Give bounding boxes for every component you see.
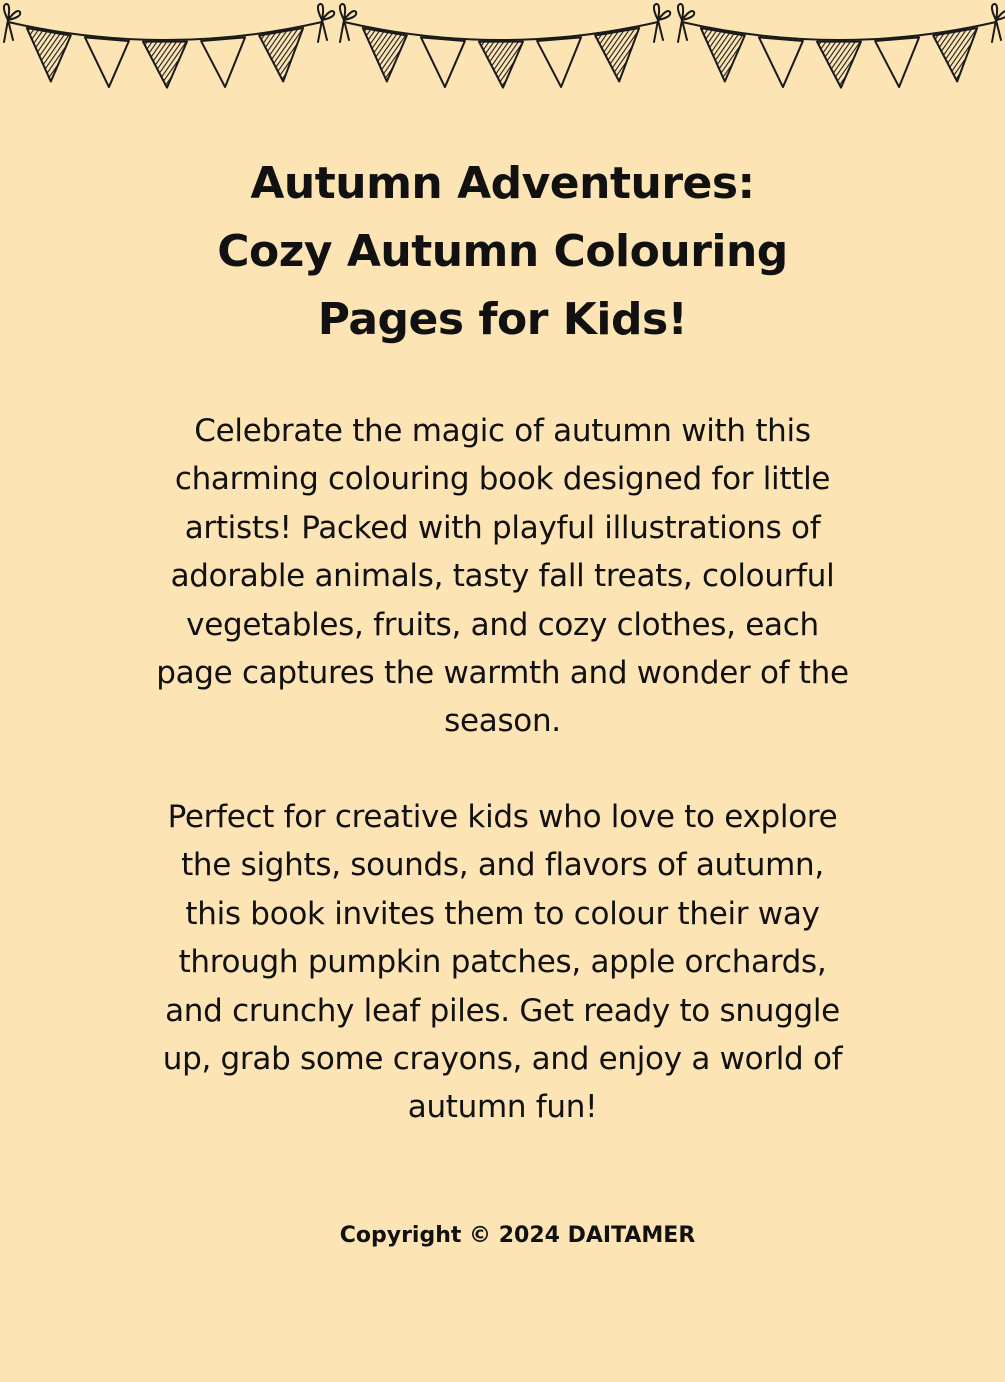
title-line-1: Autumn Adventures: xyxy=(250,158,755,209)
paragraph-line: adorable animals, tasty fall treats, colourful xyxy=(170,558,835,595)
paragraph-line: and crunchy leaf piles. Get ready to snuggle xyxy=(165,992,840,1029)
paragraph-line: artists! Packed with playful illustrations of xyxy=(184,509,821,546)
paragraph-line: Celebrate the magic of autumn with this xyxy=(194,413,811,449)
paragraph-line: autumn fun! xyxy=(407,1089,598,1126)
paragraph-line: season. xyxy=(444,703,561,740)
description-paragraph-2 xyxy=(100,793,905,1132)
paragraph-line: through pumpkin patches, apple orchards, xyxy=(178,944,827,981)
title-line-3: Pages for Kids! xyxy=(317,294,688,345)
paragraph-line: this book invites them to colour their way xyxy=(185,895,820,932)
description-paragraph-1 xyxy=(100,407,905,746)
title-line-2: Cozy Autumn Colouring xyxy=(217,226,788,277)
paragraph-line: vegetables, fruits, and cozy clothes, each xyxy=(186,606,819,643)
paragraph-line: Perfect for creative kids who love to explore xyxy=(167,799,838,835)
page-title xyxy=(0,150,1005,354)
paragraph-line: page captures the warmth and wonder of the xyxy=(156,655,849,692)
copyright-notice: Copyright © 2024 DAITAMER xyxy=(339,1223,696,1248)
paragraph-line: charming colouring book designed for little xyxy=(174,461,831,498)
paragraph-line: the sights, sounds, and flavors of autumn, xyxy=(181,847,824,884)
paragraph-line: up, grab some crayons, and enjoy a world of xyxy=(162,1041,843,1078)
bunting-flags-icon xyxy=(0,0,1005,100)
